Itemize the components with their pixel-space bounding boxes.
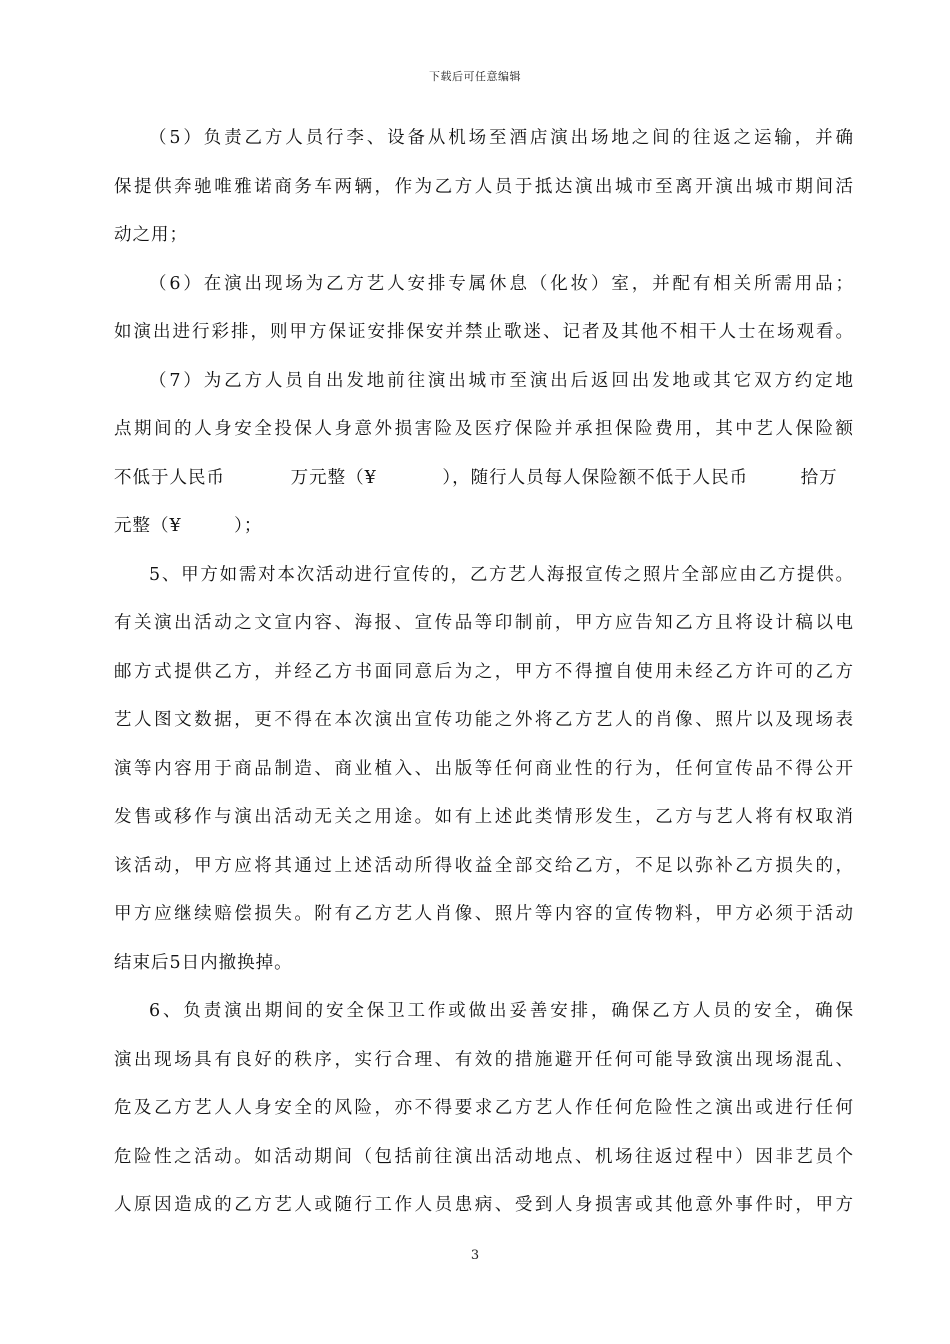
text-line: 点期间的人身安全投保人身意外损害险及医疗保险并承担保险费用，其中艺人保险额 — [114, 419, 854, 439]
text-line: （5）负责乙方人员行李、设备从机场至酒店演出场地之间的往返之运输，并确 — [149, 128, 854, 148]
text-line: 元整（¥ ）； — [114, 516, 263, 536]
text-line: 不低于人民币 万元整（¥ ），随行人员每人保险额不低于人民币 拾万 — [114, 467, 838, 488]
page-header: 下载后可任意编辑 — [429, 70, 521, 83]
page-number: 3 — [470, 1248, 480, 1263]
text-line: 动之用； — [114, 225, 188, 245]
text-line: 5、甲方如需对本次活动进行宣传的，乙方艺人海报宣传之照片全部应由乙方提供。 — [149, 564, 854, 585]
text-line: 演出现场具有良好的秩序，实行合理、有效的措施避开任何可能导致演出现场混乱、 — [114, 1049, 854, 1070]
text-line: 保提供奔驰唯雅诺商务车两辆，作为乙方人员于抵达演出城市至离开演出城市期间活 — [114, 176, 854, 197]
text-line: 人原因造成的乙方艺人或随行工作人员患病、受到人身损害或其他意外事件时，甲方 — [114, 1195, 854, 1215]
text-line: 邮方式提供乙方，并经乙方书面同意后为之，甲方不得擅自使用未经乙方许可的乙方 — [114, 661, 854, 682]
text-line: 该活动，甲方应将其通过上述活动所得收益全部交给乙方，不足以弥补乙方损失的， — [114, 855, 854, 876]
document-body — [114, 114, 854, 1230]
text-line: 如演出进行彩排，则甲方保证安排保安并禁止歌迷、记者及其他不相干人士在场观看。 — [114, 322, 854, 342]
text-line: 危及乙方艺人人身安全的风险，亦不得要求乙方艺人作任何危险性之演出或进行任何 — [114, 1098, 854, 1118]
text-line: 甲方应继续赔偿损失。附有乙方艺人肖像、照片等内容的宣传物料，甲方必须于活动 — [114, 904, 854, 924]
text-line: 艺人图文数据，更不得在本次演出宣传功能之外将乙方艺人的肖像、照片以及现场表 — [114, 710, 854, 730]
text-line: 6、负责演出期间的安全保卫工作或做出妥善安排，确保乙方人员的安全，确保 — [149, 1001, 854, 1021]
text-line: 有关演出活动之文宣内容、海报、宣传品等印制前，甲方应告知乙方且将设计稿以电 — [114, 613, 854, 633]
text-line: （6）在演出现场为乙方艺人安排专属休息（化妆）室，并配有相关所需用品； — [149, 273, 854, 294]
text-line: 危险性之活动。如活动期间（包括前往演出活动地点、机场往返过程中）因非艺员个 — [114, 1146, 854, 1167]
text-line: 结束后5日内撤换掉。 — [114, 952, 293, 973]
text-line: 发售或移作与演出活动无关之用途。如有上述此类情形发生，乙方与艺人将有权取消 — [114, 807, 854, 827]
text-line: 演等内容用于商品制造、商业植入、出版等任何商业性的行为，任何宣传品不得公开 — [114, 758, 854, 779]
text-line: （7）为乙方人员自出发地前往演出城市至演出后返回出发地或其它双方约定地 — [149, 370, 854, 391]
